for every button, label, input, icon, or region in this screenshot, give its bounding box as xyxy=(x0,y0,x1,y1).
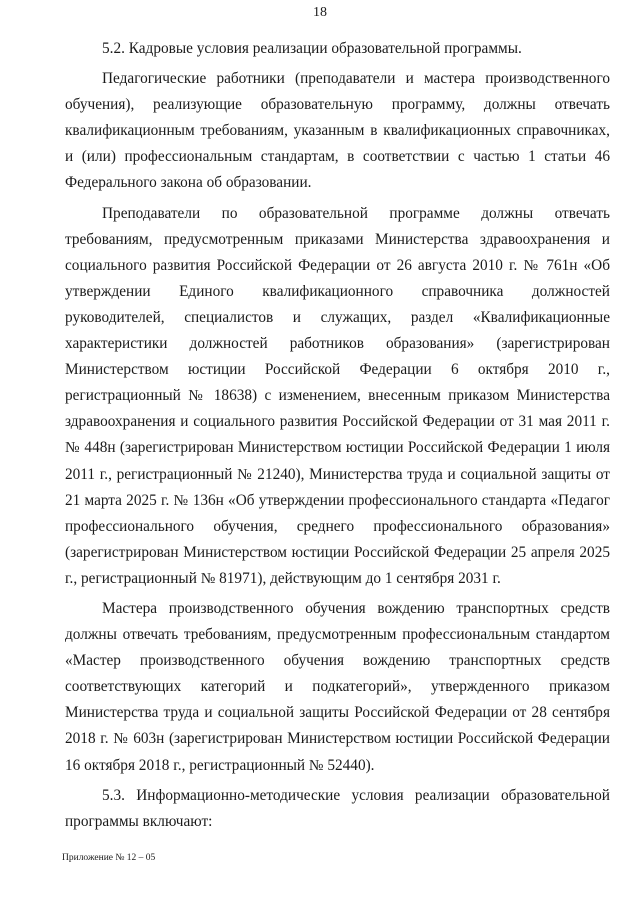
paragraph-driving-instructors: Мастера производственного обучения вождению транспортных средств должны отвечать требованиям, предусмотренным профессиональным стандартом «Мастер производственного обучения вождению транспортных средств соответствующих категорий и подкатегорий», утвержденного приказом Министерства труда и социальной защиты Российской Федерации от 28 сентября 2018 г. № 603н (зарегистрирован Министерством юстиции Российской Федерации 16 октября 2018 г., регистрационный № 52440). xyxy=(65,599,610,774)
section-heading-5-3: 5.3. Информационно-методические условия реализации образовательной программы включают: xyxy=(65,786,610,830)
section-heading-5-2: 5.2. Кадровые условия реализации образовательной программы. xyxy=(102,40,522,57)
paragraph-pedagogical-staff: Педагогические работники (преподаватели и мастера производственного обучения), реализующие образовательную программу, должны отвечать квалификационным требованиям, указанным в квалификационных справочниках, и (или) профессиональным стандартам, в соответствии с частью 1 статьи 46 Федерального закона об образовании. xyxy=(65,70,610,192)
paragraph-teachers-requirements: Преподаватели по образовательной программе должны отвечать требованиям, предусмотренным приказами Министерства здравоохранения и социального развития Российской Федерации от 26 августа 2010 г. № 761н «Об утверждении Единого квалификационного справочника должностей руководителей, специалистов и служащих, раздел «Квалификационные характеристики должностей работников образования» (зарегистрирован Министерством юстиции Российской Федерации 6 октября 2010 г., регистрационный № 18638) с изменением, внесенным приказом Министерства здравоохранения и социального развития Российской Федерации от 31 мая 2011 г. № 448н (зарегистрирован Министерством юстиции Российской Федерации 1 июля 2011 г., регистрационный № 21240), Министерства труда и социальной защиты от 21 марта 2025 г. № 136н «Об утверждении профессионального стандарта «Педагог профессионального обучения, среднего профессионального образования» (зарегистрирован Министерством юстиции Российской Федерации 25 апреля 2025 г., регистрационный № 81971), действующим до 1 сентября 2031 г. xyxy=(65,204,610,587)
document-body xyxy=(65,36,610,835)
footer-attachment-label: Приложение № 12 – 05 xyxy=(62,853,156,863)
page-number: 18 xyxy=(313,5,327,20)
